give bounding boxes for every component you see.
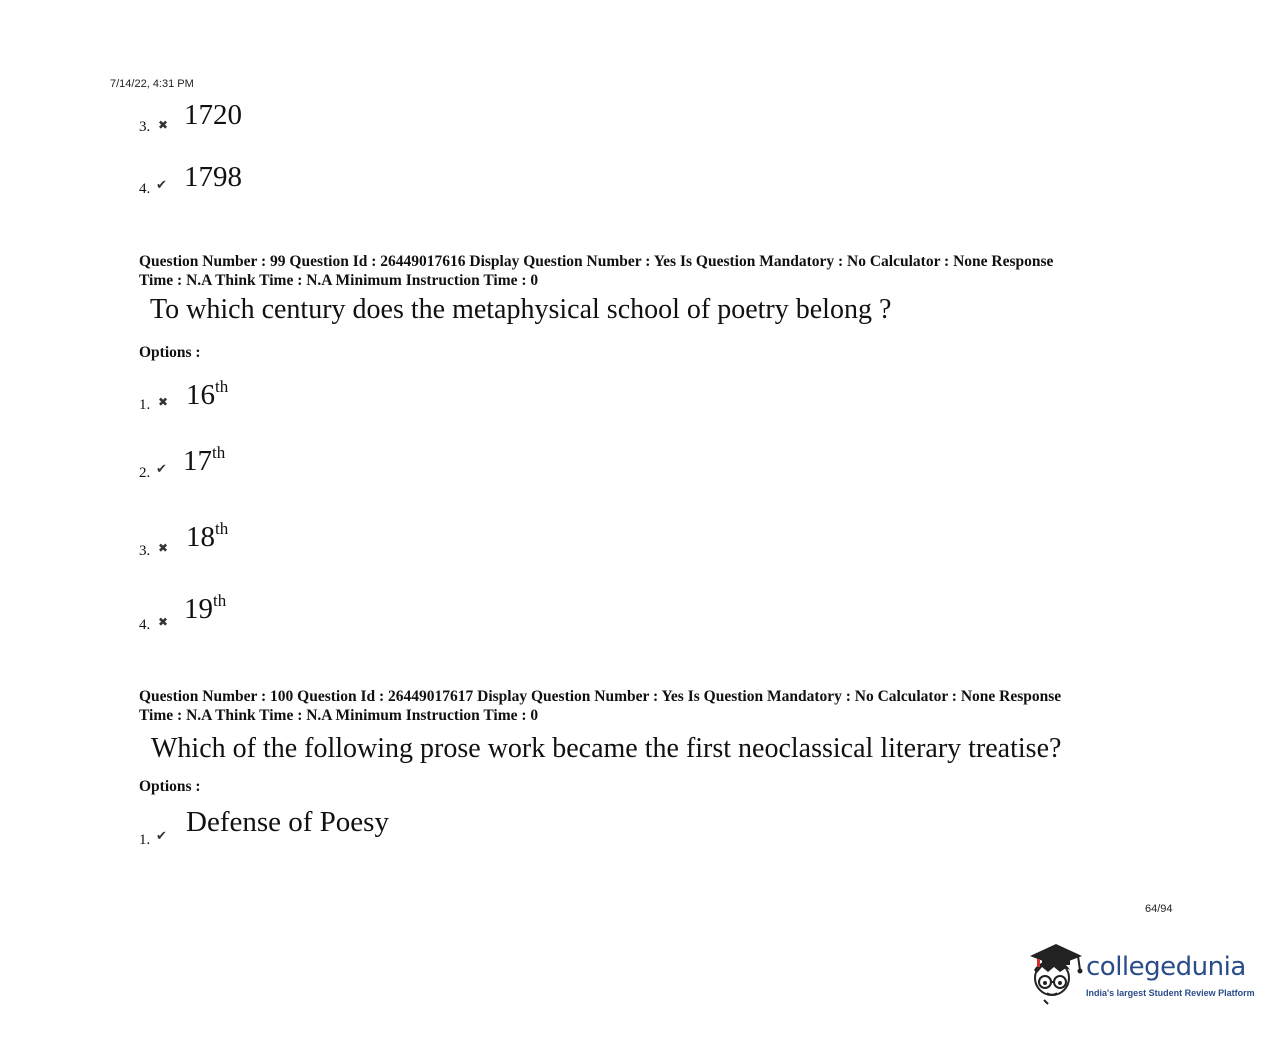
cross-icon: ✖ (158, 615, 169, 629)
cross-icon: ✖ (158, 395, 169, 409)
options-label: Options : (139, 344, 201, 361)
brand-tagline: India's largest Student Review Platform (1086, 988, 1255, 998)
check-icon: ✔ (156, 178, 167, 193)
cross-icon: ✖ (158, 118, 169, 132)
mascot-icon (1022, 940, 1086, 1006)
option-number: 3. (139, 119, 151, 135)
option-text: 19th (184, 591, 227, 625)
option-text: 18th (186, 519, 229, 553)
question-meta (139, 252, 1149, 290)
option-number: 3. (139, 543, 151, 559)
option-number: 1. (139, 397, 151, 413)
options-label: Options : (139, 778, 201, 795)
option-number: 4. (139, 617, 151, 633)
page-number: 64/94 (1145, 903, 1173, 915)
option-number: 2. (139, 465, 151, 481)
option-text: 16th (186, 377, 229, 411)
check-icon: ✔ (156, 829, 167, 844)
question-meta-line: Question Number : 99 Question Id : 26449017616 Display Question Number : Yes Is Question Mandatory : No Calculator : None Response (139, 253, 1054, 270)
print-timestamp: 7/14/22, 4:31 PM (110, 78, 194, 90)
option-text: 1798 (184, 161, 242, 193)
brand-name: collegedunia (1086, 952, 1246, 982)
option-text: 1720 (184, 99, 242, 131)
cross-icon: ✖ (158, 541, 169, 555)
question-text: Which of the following prose work became the first neoclassical literary treatise? (151, 733, 1062, 764)
check-icon: ✔ (156, 462, 167, 477)
collegedunia-logo (1022, 940, 1262, 1010)
option-text: 17th (183, 443, 226, 477)
option-number: 4. (139, 181, 151, 197)
question-meta (139, 687, 1149, 725)
question-meta-line: Time : N.A Think Time : N.A Minimum Instruction Time : 0 (139, 707, 539, 724)
question-text: To which century does the metaphysical school of poetry belong ? (150, 294, 892, 325)
option-number: 1. (139, 832, 151, 848)
option-text: Defense of Poesy (186, 806, 389, 838)
question-meta-line: Question Number : 100 Question Id : 26449017617 Display Question Number : Yes Is Question Mandatory : No Calculator : None Response (139, 688, 1062, 705)
question-meta-line: Time : N.A Think Time : N.A Minimum Instruction Time : 0 (139, 272, 539, 289)
